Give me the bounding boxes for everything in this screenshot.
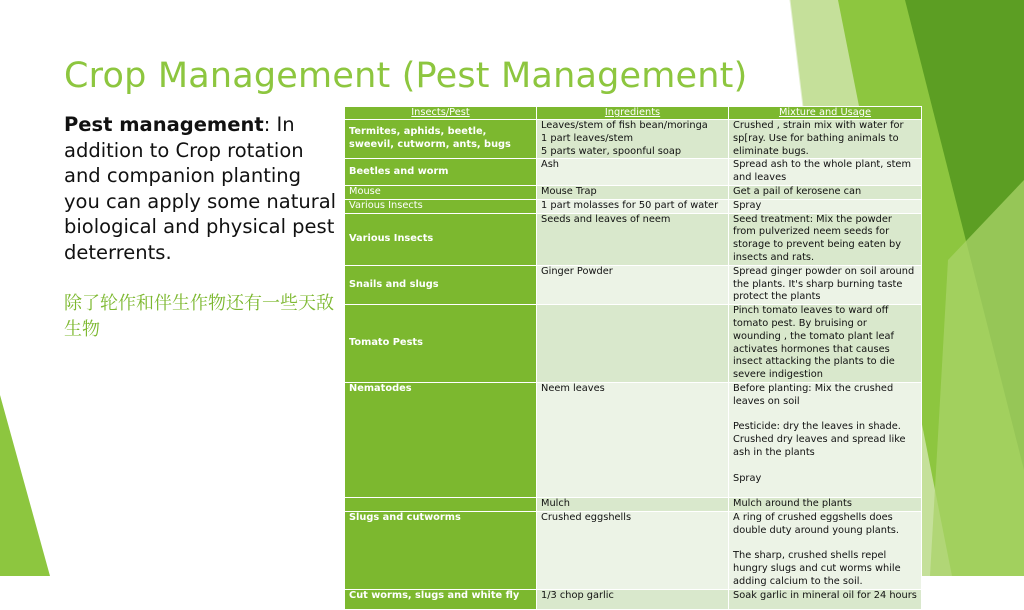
pest-cell: Various Insects	[345, 213, 537, 265]
ingredients-cell	[537, 159, 729, 186]
table-row	[345, 305, 922, 383]
usage-line: A ring of crushed eggshells does double duty around young plants.	[733, 511, 900, 536]
ingredient-line: Neem leaves	[541, 382, 605, 394]
deco-shape-bottom-left	[0, 395, 50, 576]
ingredient-line: Mouse Trap	[541, 185, 597, 197]
usage-line: Spread ginger powder on soil around the plants. It's sharp burning taste protect the plants	[733, 265, 915, 303]
ingredient-line: 1 part leaves/stem	[541, 132, 634, 144]
usage-line	[733, 537, 917, 550]
pest-cell: Beetles and worm	[345, 159, 537, 186]
ingredient-line: Seeds and leaves of neem	[541, 213, 671, 225]
header-insects-pest: Insects/Pest	[345, 107, 537, 120]
ingredients-cell	[537, 265, 729, 304]
ingredient-line: Crushed eggshells	[541, 511, 632, 523]
table-row	[345, 497, 922, 511]
usage-cell	[729, 185, 922, 199]
ingredient-line: Ginger Powder	[541, 265, 613, 277]
table-row	[345, 185, 922, 199]
table-row	[345, 265, 922, 304]
usage-line: Before planting: Mix the crushed leaves on soil	[733, 382, 894, 407]
ingredient-line: Ash	[541, 159, 560, 171]
usage-cell	[729, 265, 922, 304]
usage-cell	[729, 497, 922, 511]
header-ingredients: Ingredients	[537, 107, 729, 120]
ingredients-cell	[537, 589, 729, 609]
header-mixture-usage: Mixture and Usage	[729, 107, 922, 120]
table-header-row	[345, 107, 922, 120]
usage-cell	[729, 120, 922, 159]
pest-cell: Cut worms, slugs and white fly	[345, 589, 537, 609]
slide-title: Crop Management (Pest Management)	[64, 56, 748, 96]
usage-line: The sharp, crushed shells repel hungry slugs and cut worms while adding calcium to the soil.	[733, 550, 901, 587]
table-row	[345, 159, 922, 186]
table-row	[345, 589, 922, 609]
ingredients-cell	[537, 497, 729, 511]
usage-line: Mulch around the plants	[733, 497, 852, 509]
table-body	[345, 120, 922, 610]
usage-line: Spray	[733, 199, 762, 211]
usage-line	[733, 460, 917, 473]
pest-cell: Nematodes	[345, 382, 537, 497]
ingredient-line: 1/3 chop garlic	[541, 589, 614, 601]
pest-cell: Various Insects	[345, 199, 537, 213]
pest-cell: Snails and slugs	[345, 265, 537, 304]
ingredient-line: 5 parts water, spoonful soap	[541, 145, 682, 157]
usage-cell	[729, 382, 922, 497]
pest-cell	[345, 497, 537, 511]
usage-line: Pesticide: dry the leaves in shade. Crushed dry leaves and spread like ash in the plants	[733, 421, 906, 458]
ingredients-cell	[537, 199, 729, 213]
usage-line: Seed treatment: Mix the powder from pulverized neem seeds for storage to prevent being eaten by insects and rats.	[733, 213, 902, 263]
usage-cell	[729, 511, 922, 589]
ingredient-line	[541, 305, 724, 318]
table-row	[345, 199, 922, 213]
body-description: : In addition to Crop rotation and companion planting you can apply some natural biological and physical pest deterrents.	[64, 113, 337, 264]
usage-line: Crushed , strain mix with water for sp[ray. Use for bathing animals to eliminate bugs.	[733, 120, 904, 157]
usage-line	[733, 409, 917, 422]
ingredient-line: 1 part molasses for 50 part of water	[541, 199, 719, 211]
table-row	[345, 213, 922, 265]
pest-table	[344, 106, 922, 610]
usage-cell	[729, 159, 922, 186]
ingredient-line: Leaves/stem of fish bean/moringa	[541, 120, 708, 131]
chinese-text: 除了轮作和伴生作物还有一些天敌生物	[64, 293, 334, 340]
usage-cell	[729, 589, 922, 609]
usage-line: Spray	[733, 472, 762, 484]
pest-cell: Termites, aphids, beetle, sweevil, cutworm, ants, bugs	[345, 120, 537, 159]
usage-line: Pinch tomato leaves to ward off tomato pest. By bruising or wounding , the tomato plant leaf activates hormones that causes insect attacking the plants to die severe indigestion	[733, 305, 895, 381]
ingredients-cell	[537, 511, 729, 589]
table-row	[345, 382, 922, 497]
pest-cell: Mouse	[345, 185, 537, 199]
body-text	[64, 112, 339, 266]
usage-cell	[729, 213, 922, 265]
usage-line: Get a pail of kerosene can	[733, 185, 862, 197]
usage-line: Soak garlic in mineral oil for 24 hours	[733, 589, 917, 601]
usage-line: Spread ash to the whole plant, stem and leaves	[733, 159, 912, 184]
usage-cell	[729, 199, 922, 213]
body-bold-term: Pest management	[64, 113, 264, 136]
table-row	[345, 511, 922, 589]
pest-cell: Slugs and cutworms	[345, 511, 537, 589]
ingredients-cell	[537, 213, 729, 265]
ingredient-line: Mulch	[541, 497, 570, 509]
ingredients-cell	[537, 185, 729, 199]
table-row	[345, 120, 922, 159]
usage-cell	[729, 305, 922, 383]
ingredients-cell	[537, 382, 729, 497]
ingredients-cell	[537, 120, 729, 159]
ingredients-cell	[537, 305, 729, 383]
pest-cell: Tomato Pests	[345, 305, 537, 383]
